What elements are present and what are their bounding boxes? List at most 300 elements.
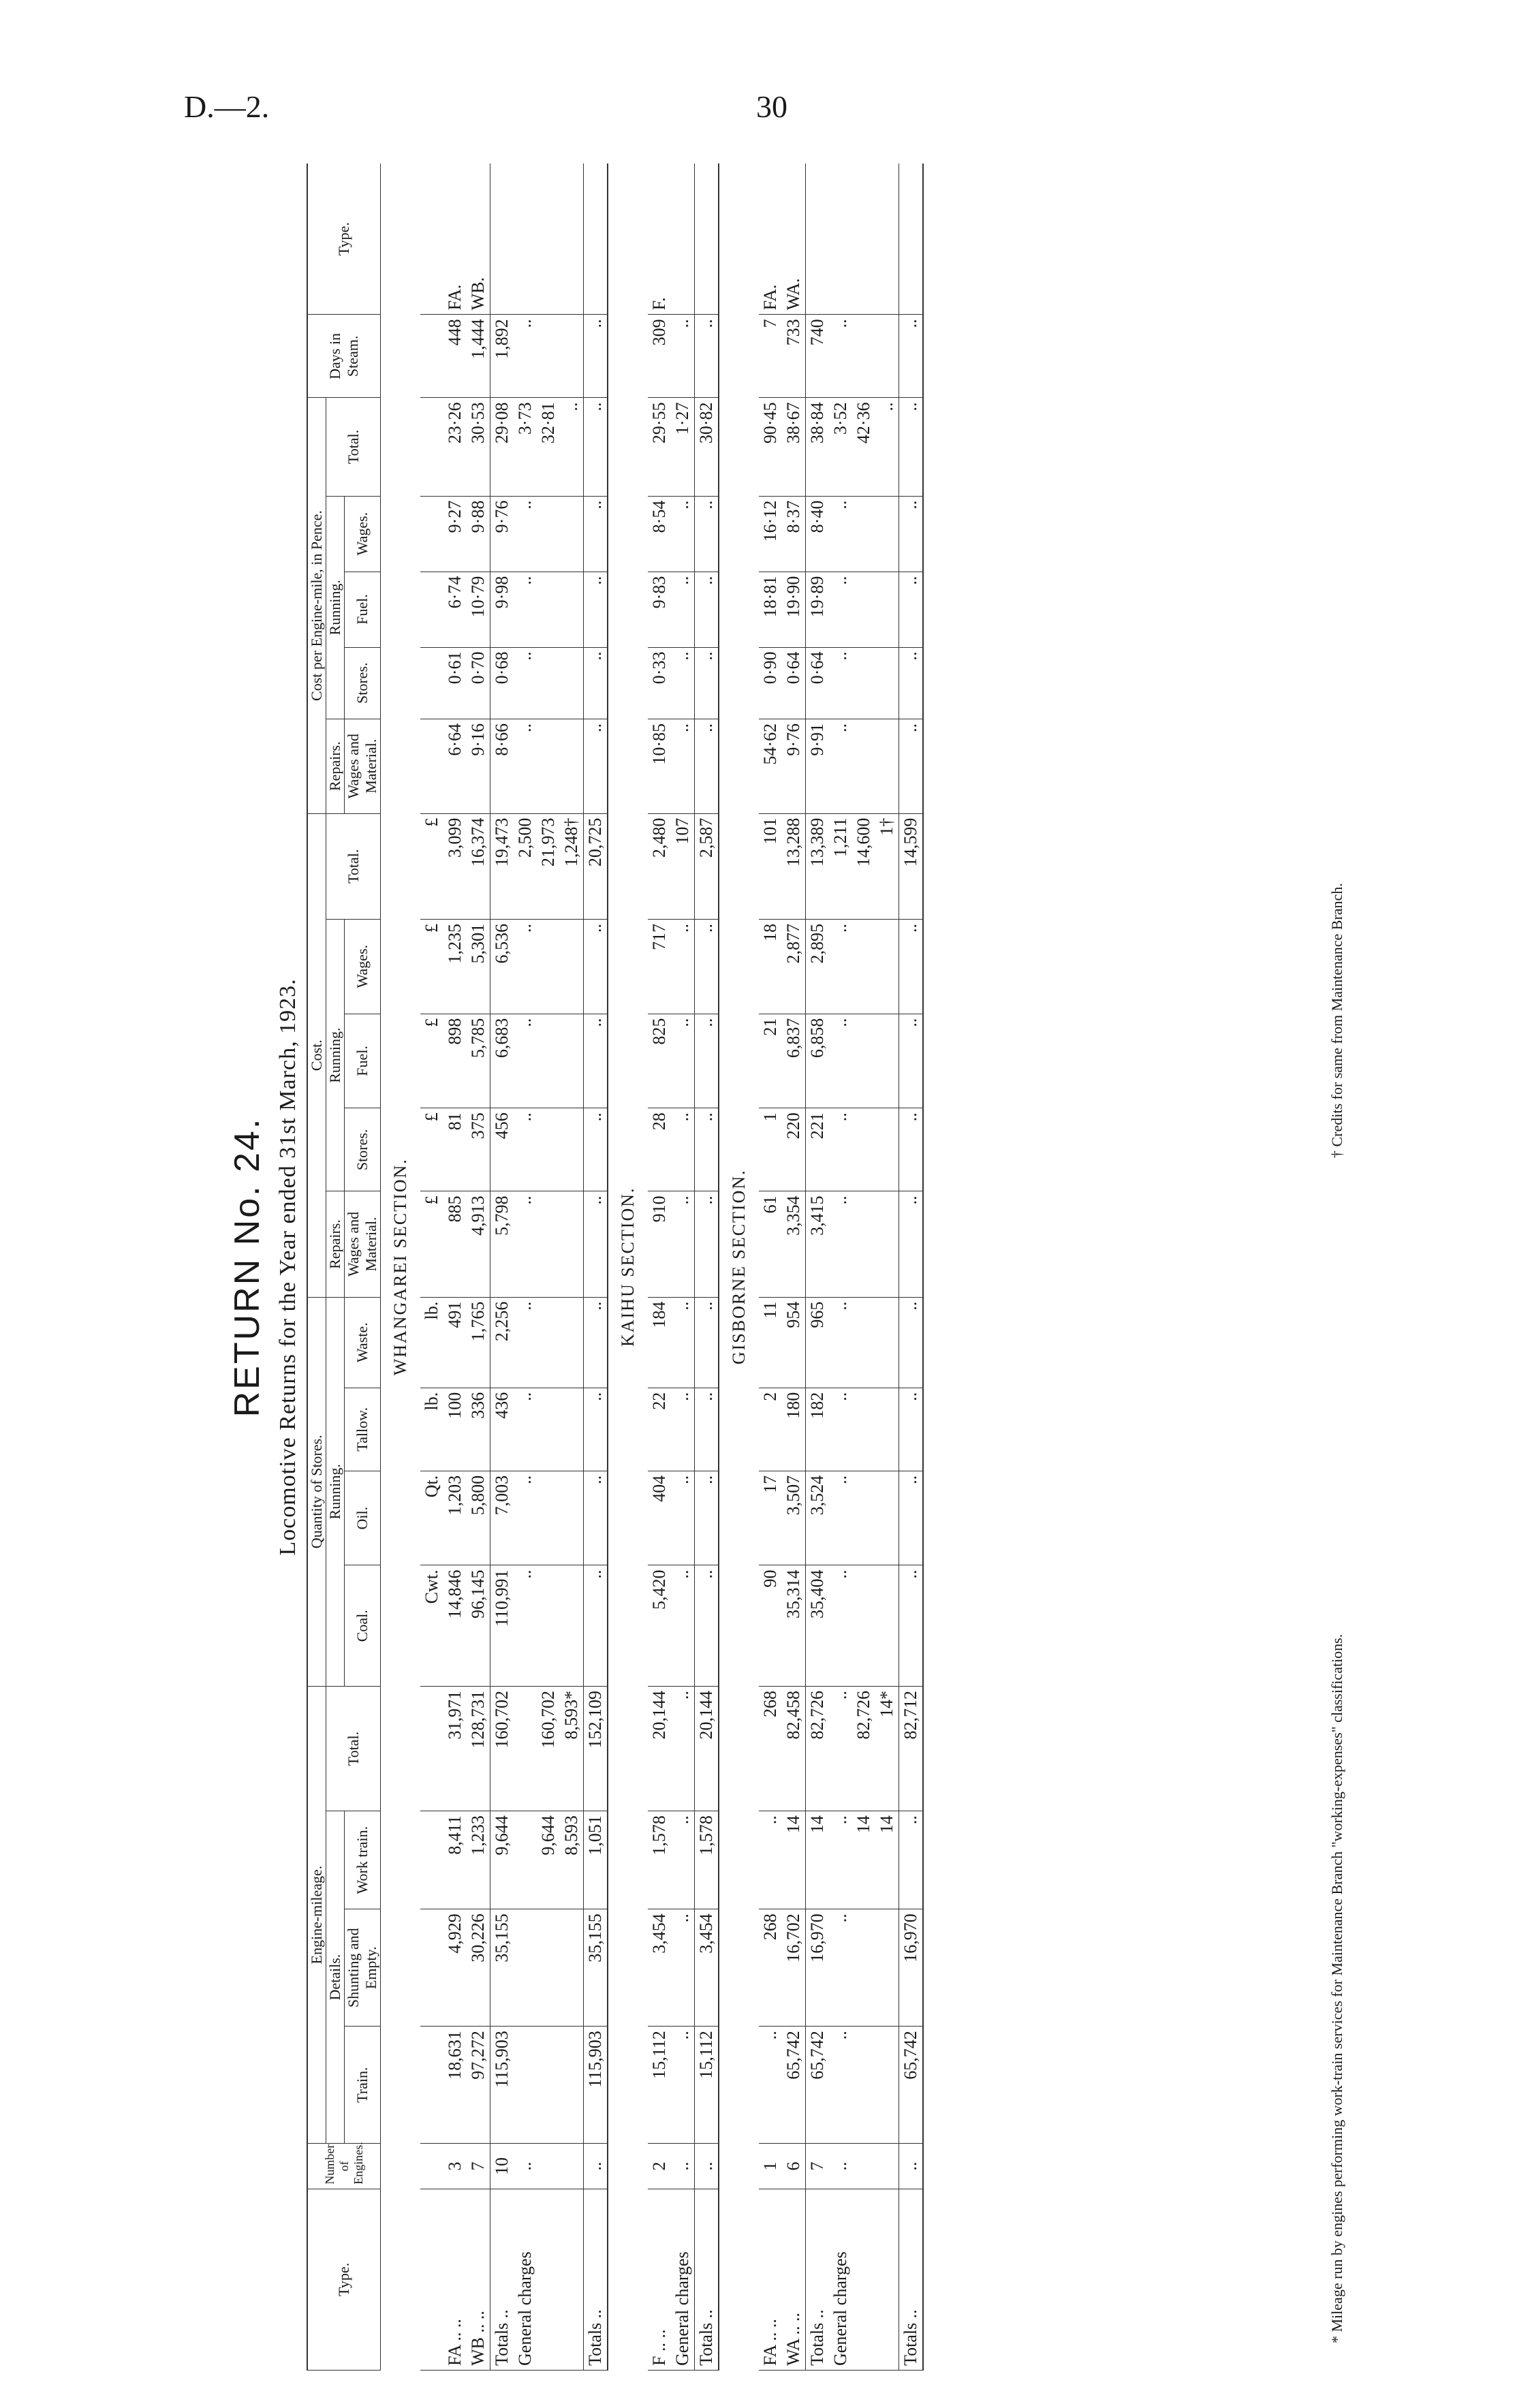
- table-cell: 1,051: [584, 1811, 608, 1909]
- table-cell: 9·83: [648, 572, 671, 647]
- table-cell: ..: [514, 1388, 537, 1471]
- table-cell: ..: [875, 398, 899, 496]
- table-cell: 2,587: [695, 813, 719, 919]
- table-cell: ..: [695, 1108, 719, 1191]
- table-cell: 82,458: [782, 1686, 806, 1811]
- table-cell: ..: [695, 1191, 719, 1297]
- table-cell: ..: [695, 2144, 719, 2189]
- table-cell: ..: [514, 919, 537, 1014]
- table-cell: ..: [899, 2144, 924, 2189]
- table-cell: ..: [514, 1014, 537, 1108]
- table-cell: 4,929: [443, 1909, 467, 2027]
- table-cell: [852, 1297, 875, 1388]
- table-cell: 0·64: [806, 647, 830, 719]
- table-cell: [852, 315, 875, 398]
- table-cell: 65,742: [782, 2027, 806, 2144]
- table-cell: [852, 1014, 875, 1108]
- table-cell: 885: [443, 1191, 467, 1297]
- table-cell: 5,798: [490, 1191, 514, 1297]
- table-cell: 3,454: [648, 1909, 671, 2027]
- row-label: Totals ..: [806, 2189, 830, 2370]
- col-tallow: Tallow.: [345, 1388, 381, 1471]
- table-cell: ..: [584, 496, 608, 572]
- table-row: [806, 163, 830, 2371]
- table-cell: [537, 2027, 560, 2144]
- table-cell: 8,411: [443, 1811, 467, 1909]
- col-type-right: Type.: [307, 163, 381, 315]
- table-cell: [560, 1565, 584, 1687]
- table-cell: ..: [829, 2144, 852, 2189]
- table-cell: ..: [671, 1388, 695, 1471]
- table-cell: 23·26: [443, 398, 467, 496]
- table-cell: 21: [759, 1014, 782, 1108]
- table-cell: ..: [829, 647, 852, 719]
- table-cell: FA.: [443, 163, 467, 315]
- table-cell: 35,404: [806, 1565, 830, 1687]
- table-cell: ..: [671, 719, 695, 813]
- row-label: General charges: [829, 2189, 852, 2370]
- table-cell: [875, 1388, 899, 1471]
- col-cost-repairs: Repairs.: [326, 1191, 345, 1297]
- table-cell: 491: [443, 1297, 467, 1388]
- table-cell: 954: [782, 1297, 806, 1388]
- table-cell: [537, 572, 560, 647]
- table-cell: ..: [514, 647, 537, 719]
- table-cell: 2,877: [782, 919, 806, 1014]
- table-cell: [875, 496, 899, 572]
- table-cell: 7: [467, 2144, 490, 2189]
- col-train: Train.: [345, 2027, 381, 2144]
- table-cell: 1†: [875, 813, 899, 919]
- col-type: Type.: [307, 2189, 381, 2370]
- table-cell: [560, 2144, 584, 2189]
- table-cell: [514, 2027, 537, 2144]
- table-cell: ..: [584, 719, 608, 813]
- table-cell: [490, 163, 514, 315]
- table-cell: [560, 496, 584, 572]
- table-cell: 15,112: [648, 2027, 671, 2144]
- table-cell: 7: [806, 2144, 830, 2189]
- table-cell: [875, 1909, 899, 2027]
- table-cell: [875, 919, 899, 1014]
- table-cell: ..: [584, 572, 608, 647]
- table-cell: 10: [490, 2144, 514, 2189]
- table-cell: ..: [829, 1565, 852, 1687]
- table-cell: 90: [759, 1565, 782, 1687]
- table-cell: £: [420, 1108, 443, 1191]
- section-heading-row: [608, 163, 648, 2371]
- table-cell: £: [420, 813, 443, 919]
- table-cell: ..: [671, 1811, 695, 1909]
- table-cell: 5,301: [467, 919, 490, 1014]
- table-cell: 1,203: [443, 1471, 467, 1565]
- table-cell: ..: [584, 647, 608, 719]
- rotated-return-table: [225, 163, 1369, 2371]
- table-row: [671, 163, 695, 2371]
- table-cell: 16,374: [467, 813, 490, 919]
- table-cell: 96,145: [467, 1565, 490, 1687]
- table-cell: ..: [695, 1388, 719, 1471]
- table-cell: ..: [829, 496, 852, 572]
- row-label: General charges: [514, 2189, 537, 2370]
- table-cell: ..: [899, 1471, 924, 1565]
- table-cell: 7,003: [490, 1471, 514, 1565]
- table-cell: 9·98: [490, 572, 514, 647]
- table-cell: 19,473: [490, 813, 514, 919]
- table-cell: 733: [782, 315, 806, 398]
- table-cell: [875, 719, 899, 813]
- table-cell: 9·91: [806, 719, 830, 813]
- table-cell: F.: [648, 163, 671, 315]
- table-cell: [420, 2027, 443, 2144]
- table-cell: 9·88: [467, 496, 490, 572]
- table-cell: ..: [584, 1014, 608, 1108]
- table-cell: 15,112: [695, 2027, 719, 2144]
- table-cell: ..: [671, 1565, 695, 1687]
- table-row: [467, 163, 490, 2371]
- col-shunting: Shunting and Empty.: [345, 1909, 381, 2027]
- table-cell: ..: [671, 2144, 695, 2189]
- table-row: [514, 163, 537, 2371]
- table-cell: 81: [443, 1108, 467, 1191]
- table-cell: ..: [671, 647, 695, 719]
- table-cell: 101: [759, 813, 782, 919]
- col-fuel: Fuel.: [345, 1014, 381, 1108]
- table-cell: 221: [806, 1108, 830, 1191]
- col-pm-wages: Wages.: [345, 496, 381, 572]
- table-cell: 14: [852, 1811, 875, 1909]
- table-row: [560, 163, 584, 2371]
- table-cell: 0·70: [467, 647, 490, 719]
- row-label: WA .. ..: [782, 2189, 806, 2370]
- col-permile-repairs: Repairs.: [326, 719, 345, 813]
- table-cell: 16·12: [759, 496, 782, 572]
- col-stores: Stores.: [345, 1108, 381, 1191]
- table-cell: [560, 1014, 584, 1108]
- table-cell: [420, 1909, 443, 2027]
- footnote-mileage: * Mileage run by engines performing work-train services for Maintenance Branch "working-expenses" classifications.: [1328, 1633, 1345, 2343]
- table-cell: ..: [695, 647, 719, 719]
- table-cell: 38·84: [806, 398, 830, 496]
- table-cell: 0·33: [648, 647, 671, 719]
- table-cell: 965: [806, 1297, 830, 1388]
- table-cell: ..: [899, 398, 924, 496]
- table-cell: 910: [648, 1191, 671, 1297]
- row-label: F .. ..: [648, 2189, 671, 2370]
- table-cell: 9·76: [490, 496, 514, 572]
- table-cell: 1: [759, 1108, 782, 1191]
- table-cell: ..: [899, 719, 924, 813]
- table-cell: 65,742: [806, 2027, 830, 2144]
- table-cell: 35,314: [782, 1565, 806, 1687]
- table-cell: ..: [584, 1471, 608, 1565]
- row-label: WB .. ..: [467, 2189, 490, 2370]
- table-cell: ..: [899, 647, 924, 719]
- table-cell: 1,211: [829, 813, 852, 919]
- table-cell: 10·79: [467, 572, 490, 647]
- table-cell: 1·27: [671, 398, 695, 496]
- table-cell: 336: [467, 1388, 490, 1471]
- table-cell: 14: [806, 1811, 830, 1909]
- table-cell: ..: [514, 315, 537, 398]
- col-waste: Waste.: [345, 1297, 381, 1388]
- section-heading-row: [381, 163, 421, 2371]
- table-cell: ..: [829, 315, 852, 398]
- col-stores-running: Running.: [326, 1297, 345, 1686]
- table-cell: [852, 2027, 875, 2144]
- table-cell: ..: [584, 1388, 608, 1471]
- table-cell: 1,233: [467, 1811, 490, 1909]
- table-cell: 309: [648, 315, 671, 398]
- table-cell: [420, 1686, 443, 1811]
- table-cell: [852, 163, 875, 315]
- table-cell: 1,248†: [560, 813, 584, 919]
- table-cell: 19·89: [806, 572, 830, 647]
- col-cost: Cost.: [307, 813, 326, 1297]
- table-cell: [514, 1909, 537, 2027]
- table-cell: ..: [671, 1297, 695, 1388]
- table-cell: 13,288: [782, 813, 806, 919]
- table-cell: [537, 719, 560, 813]
- table-cell: 14: [782, 1811, 806, 1909]
- table-cell: 6,683: [490, 1014, 514, 1108]
- table-cell: ..: [829, 1191, 852, 1297]
- col-days-in-steam: Days in Steam.: [307, 315, 381, 398]
- table-cell: 1,578: [695, 1811, 719, 1909]
- table-cell: ..: [829, 1471, 852, 1565]
- table-cell: ..: [514, 1565, 537, 1687]
- table-cell: ..: [695, 1565, 719, 1687]
- table-cell: [420, 647, 443, 719]
- col-oil: Oil.: [345, 1471, 381, 1565]
- col-cost-total: Total.: [326, 813, 381, 919]
- table-cell: 3,524: [806, 1471, 830, 1565]
- table-cell: 2: [648, 2144, 671, 2189]
- document-code: D.—2.: [184, 89, 270, 124]
- table-cell: 740: [806, 315, 830, 398]
- table-cell: 3·73: [514, 398, 537, 496]
- table-cell: ..: [899, 1297, 924, 1388]
- table-cell: [560, 2027, 584, 2144]
- col-quantity-of-stores: Quantity of Stores.: [307, 1297, 326, 1686]
- row-label: Totals ..: [490, 2189, 514, 2370]
- table-cell: 2,500: [514, 813, 537, 919]
- table-cell: 436: [490, 1388, 514, 1471]
- table-cell: ..: [899, 572, 924, 647]
- table-cell: ..: [829, 719, 852, 813]
- table-cell: ..: [584, 919, 608, 1014]
- table-cell: ..: [695, 1014, 719, 1108]
- table-cell: ..: [671, 315, 695, 398]
- table-cell: 8,593: [560, 1811, 584, 1909]
- table-cell: ..: [584, 398, 608, 496]
- table-cell: 16,702: [782, 1909, 806, 2027]
- row-label: [852, 2189, 875, 2370]
- table-cell: 14,599: [899, 813, 924, 919]
- table-cell: 1,235: [443, 919, 467, 1014]
- table-cell: 3,454: [695, 1909, 719, 2027]
- table-cell: [560, 1388, 584, 1471]
- table-cell: 90·45: [759, 398, 782, 496]
- table-cell: 180: [782, 1388, 806, 1471]
- table-cell: [420, 572, 443, 647]
- table-cell: 8·37: [782, 496, 806, 572]
- table-cell: [852, 572, 875, 647]
- return-title: RETURN No. 24.: [228, 1116, 267, 1418]
- table-cell: 152,109: [584, 1686, 608, 1811]
- table-cell: 6,837: [782, 1014, 806, 1108]
- table-row: [584, 163, 608, 2371]
- table-cell: [560, 1191, 584, 1297]
- table-cell: [420, 163, 443, 315]
- col-work-train: Work train.: [345, 1811, 381, 1909]
- table-cell: 898: [443, 1014, 467, 1108]
- table-cell: ..: [514, 719, 537, 813]
- table-cell: 160,702: [537, 1686, 560, 1811]
- table-cell: ..: [829, 919, 852, 1014]
- table-cell: 115,903: [490, 2027, 514, 2144]
- table-cell: 2,895: [806, 919, 830, 1014]
- table-cell: [537, 919, 560, 1014]
- table-cell: ..: [695, 1297, 719, 1388]
- table-cell: 5,420: [648, 1565, 671, 1687]
- table-cell: ..: [829, 1909, 852, 2027]
- table-cell: 54·62: [759, 719, 782, 813]
- table-cell: 30·53: [467, 398, 490, 496]
- table-cell: 107: [671, 813, 695, 919]
- footnote-credits: † Credits for same from Maintenance Branch.: [1328, 883, 1345, 1158]
- table-cell: ..: [584, 315, 608, 398]
- table-cell: [560, 919, 584, 1014]
- table-cell: [514, 1811, 537, 1909]
- table-cell: 14,600: [852, 813, 875, 919]
- table-cell: 220: [782, 1108, 806, 1191]
- table-cell: 110,991: [490, 1565, 514, 1687]
- table-cell: ..: [671, 1108, 695, 1191]
- table-cell: [420, 398, 443, 496]
- table-cell: 6·64: [443, 719, 467, 813]
- table-cell: 100: [443, 1388, 467, 1471]
- table-cell: 9,644: [537, 1811, 560, 1909]
- table-cell: [560, 1297, 584, 1388]
- table-cell: 9·27: [443, 496, 467, 572]
- table-cell: [537, 1471, 560, 1565]
- table-cell: [875, 1565, 899, 1687]
- table-cell: 17: [759, 1471, 782, 1565]
- table-cell: [852, 647, 875, 719]
- table-cell: [852, 1565, 875, 1687]
- table-cell: 29·08: [490, 398, 514, 496]
- table-cell: 0·61: [443, 647, 467, 719]
- table-cell: [852, 1388, 875, 1471]
- row-label: Totals ..: [899, 2189, 924, 2370]
- table-cell: [537, 2144, 560, 2189]
- table-cell: [537, 1909, 560, 2027]
- table-cell: Qt.: [420, 1471, 443, 1565]
- table-cell: [852, 2144, 875, 2189]
- table-cell: 6,536: [490, 919, 514, 1014]
- locomotive-returns-table: [307, 163, 924, 2371]
- table-cell: £: [420, 919, 443, 1014]
- table-cell: ..: [829, 1388, 852, 1471]
- table-cell: 2: [759, 1388, 782, 1471]
- table-cell: 0·68: [490, 647, 514, 719]
- table-cell: 82,726: [806, 1686, 830, 1811]
- table-cell: 18: [759, 919, 782, 1014]
- table-cell: ..: [514, 1471, 537, 1565]
- table-cell: [852, 1191, 875, 1297]
- row-label: [560, 2189, 584, 2370]
- table-cell: 5,800: [467, 1471, 490, 1565]
- table-cell: [560, 719, 584, 813]
- table-cell: ..: [899, 1108, 924, 1191]
- table-cell: [420, 2144, 443, 2189]
- table-cell: [560, 572, 584, 647]
- table-cell: 1,765: [467, 1297, 490, 1388]
- table-cell: 375: [467, 1108, 490, 1191]
- table-cell: [420, 315, 443, 398]
- table-cell: 61: [759, 1191, 782, 1297]
- table-cell: ..: [584, 2144, 608, 2189]
- col-permile-running: Running.: [326, 496, 345, 719]
- table-cell: 11: [759, 1297, 782, 1388]
- table-cell: [560, 647, 584, 719]
- table-cell: ..: [695, 1471, 719, 1565]
- col-permile-total: Total.: [326, 398, 381, 496]
- table-cell: ..: [695, 719, 719, 813]
- table-cell: ..: [829, 1108, 852, 1191]
- table-cell: 14,846: [443, 1565, 467, 1687]
- table-cell: ..: [671, 572, 695, 647]
- table-cell: 2,480: [648, 813, 671, 919]
- col-pm-stores: Stores.: [345, 647, 381, 719]
- table-cell: FA.: [759, 163, 782, 315]
- table-cell: ..: [514, 2144, 537, 2189]
- table-body: [381, 163, 924, 2371]
- table-cell: [875, 1471, 899, 1565]
- table-cell: [560, 1909, 584, 2027]
- table-cell: [875, 647, 899, 719]
- table-cell: 30·82: [695, 398, 719, 496]
- table-cell: 6·74: [443, 572, 467, 647]
- table-cell: 3,507: [782, 1471, 806, 1565]
- table-cell: WA.: [782, 163, 806, 315]
- return-subtitle: Locomotive Returns for the Year ended 31st March, 1923.: [275, 978, 300, 1556]
- table-cell: 97,272: [467, 2027, 490, 2144]
- col-cost-running: Running.: [326, 919, 345, 1191]
- table-cell: 20,725: [584, 813, 608, 919]
- table-cell: [875, 2144, 899, 2189]
- table-cell: ..: [514, 1297, 537, 1388]
- col-details: Details.: [326, 1811, 345, 2144]
- table-cell: 1,578: [648, 1811, 671, 1909]
- table-cell: 9·16: [467, 719, 490, 813]
- section-heading: GISBORNE SECTION.: [729, 1169, 749, 1365]
- table-cell: 717: [648, 919, 671, 1014]
- table-cell: [899, 163, 924, 315]
- table-cell: 9·76: [782, 719, 806, 813]
- table-cell: 14*: [875, 1686, 899, 1811]
- table-cell: 8,593*: [560, 1686, 584, 1811]
- page-number: 30: [756, 89, 787, 124]
- table-cell: lb.: [420, 1297, 443, 1388]
- table-cell: [875, 2027, 899, 2144]
- table-cell: [852, 1108, 875, 1191]
- col-engine-mileage: Engine-mileage.: [307, 1686, 326, 2143]
- section-heading: WHANGAREI SECTION.: [390, 1158, 410, 1376]
- table-cell: [560, 315, 584, 398]
- table-cell: £: [420, 1014, 443, 1108]
